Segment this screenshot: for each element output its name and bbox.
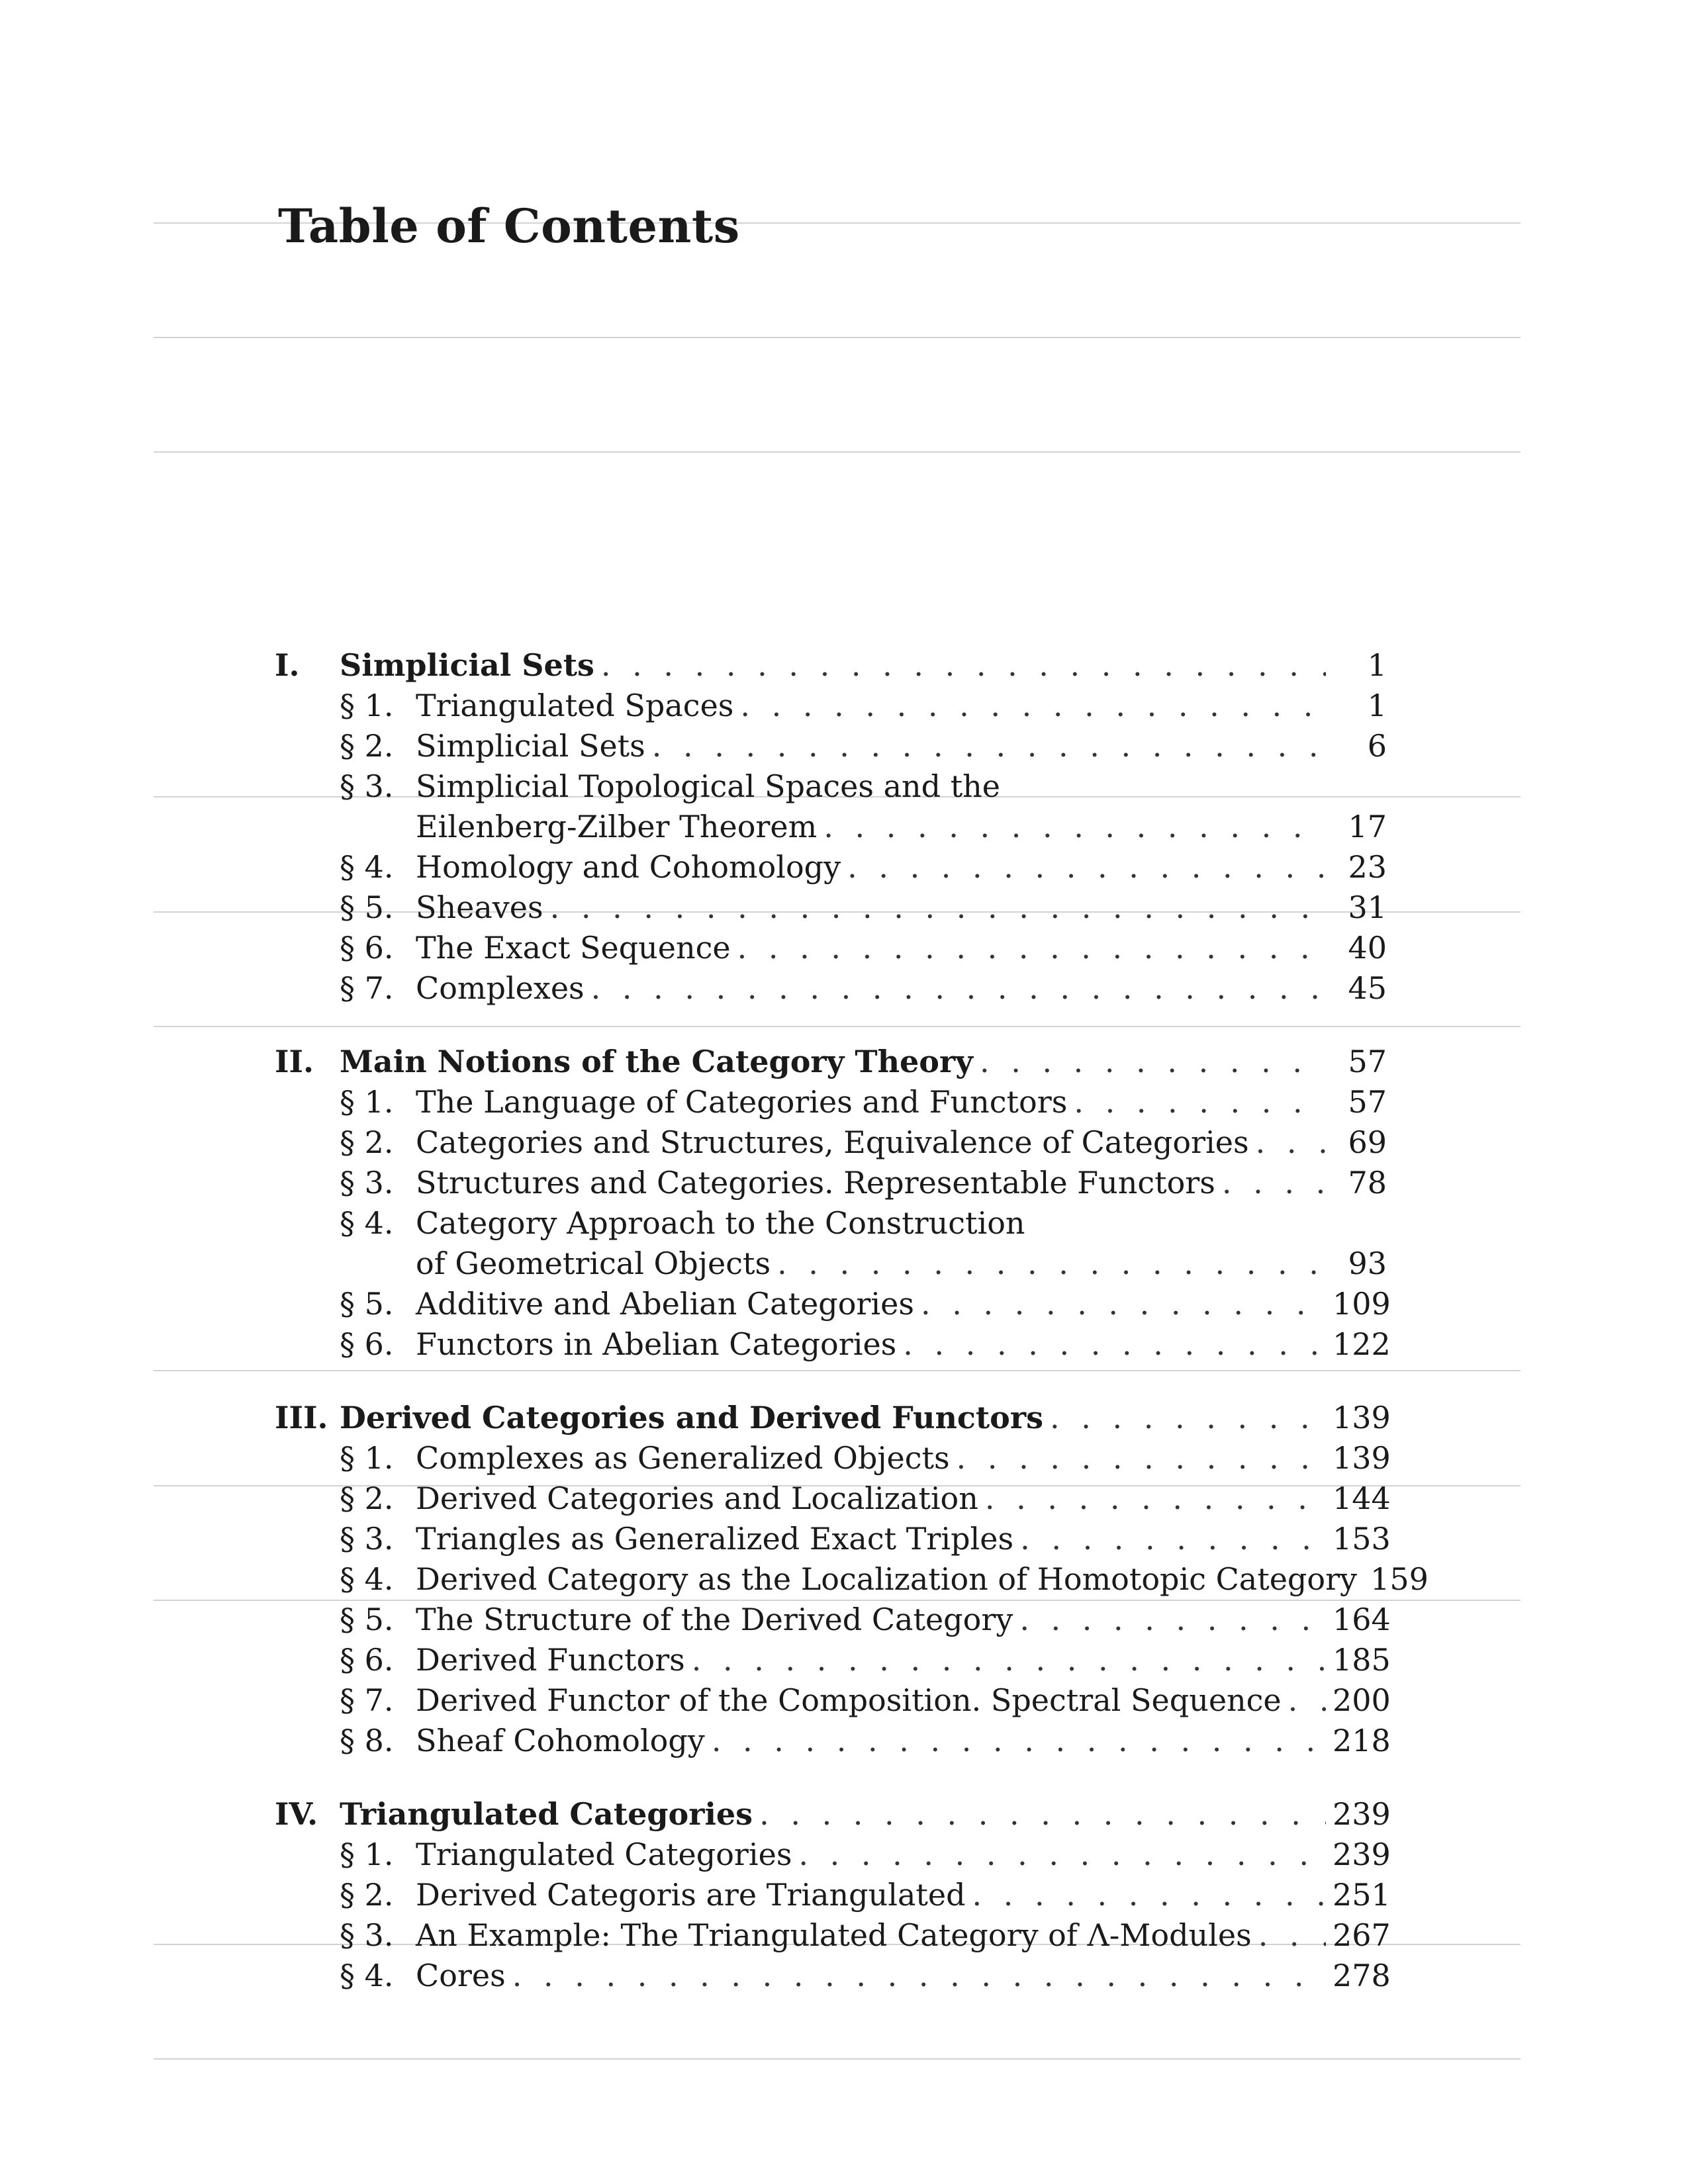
section-title: The Language of Categories and Functors — [416, 1084, 1068, 1120]
section-title: The Structure of the Derived Category — [416, 1602, 1013, 1637]
toc-section-entry[interactable] — [275, 847, 1387, 887]
section-number: § 5. — [340, 1286, 394, 1322]
leader-dots — [737, 928, 1326, 968]
toc-section-entry[interactable] — [275, 887, 1387, 928]
page-number: 1 — [1367, 647, 1387, 683]
section-number: § 6. — [340, 1326, 394, 1362]
page-number: 239 — [1333, 1796, 1391, 1832]
leader-dots — [652, 726, 1326, 766]
section-title: Triangulated Spaces — [416, 688, 734, 723]
section-title: Sheaves — [416, 889, 543, 925]
section-number: § 2. — [340, 728, 394, 764]
page-number: 17 — [1348, 809, 1387, 844]
section-number: § 7. — [340, 1682, 394, 1718]
section-title: Cores — [416, 1958, 506, 1993]
horizontal-rule — [154, 451, 1521, 453]
table-of-contents — [275, 645, 1429, 1996]
section-title: Derived Functors — [416, 1642, 685, 1678]
section-title: Derived Categories and Localization — [416, 1480, 978, 1516]
toc-section-entry[interactable] — [275, 1600, 1391, 1640]
section-number: § 3. — [340, 1165, 394, 1201]
page-number: 200 — [1333, 1682, 1391, 1718]
section-number: § 5. — [340, 1602, 394, 1637]
section-title: Triangulated Categories — [416, 1837, 792, 1872]
section-number: § 4. — [340, 1958, 394, 1993]
page-number: 78 — [1348, 1165, 1387, 1201]
page-number: 69 — [1348, 1124, 1387, 1160]
toc-chapter-entry[interactable] — [275, 1794, 1391, 1835]
toc-section-entry[interactable] — [275, 1559, 1429, 1600]
page-number: 159 — [1370, 1561, 1429, 1597]
section-number: § 2. — [340, 1124, 394, 1160]
leader-dots — [1019, 1600, 1326, 1640]
leader-dots — [903, 1324, 1326, 1365]
toc-section-entry[interactable] — [275, 1324, 1391, 1365]
section-title: Homology and Cohomology — [416, 849, 841, 885]
section-title: Simplicial Topological Spaces and the — [416, 768, 1001, 804]
toc-section-entry[interactable] — [275, 1680, 1391, 1721]
section-title: Structures and Categories. Representable Functors — [416, 1165, 1215, 1201]
leader-dots — [1222, 1163, 1326, 1203]
page-number: 185 — [1333, 1642, 1391, 1678]
chapter-spacer — [275, 1009, 1387, 1042]
section-title: Sheaf Cohomology — [416, 1723, 705, 1758]
page-number: 23 — [1348, 849, 1387, 885]
chapter-title: Main Notions of the Category Theory — [340, 1044, 973, 1079]
page-number: 57 — [1348, 1084, 1387, 1120]
section-title: Additive and Abelian Categories — [416, 1286, 914, 1322]
section-title: Complexes — [416, 970, 585, 1006]
toc-section-entry[interactable] — [275, 1284, 1391, 1324]
toc-section-entry[interactable] — [275, 1640, 1391, 1680]
leader-dots — [740, 686, 1326, 726]
page-number: 164 — [1333, 1602, 1391, 1637]
leader-dots — [777, 1244, 1326, 1284]
toc-section-entry[interactable] — [275, 1835, 1391, 1875]
page-number: 278 — [1333, 1958, 1391, 1993]
chapter-number: II. — [275, 1044, 314, 1079]
leader-dots — [921, 1284, 1326, 1324]
chapter-title: Simplicial Sets — [340, 647, 594, 683]
page-number: 122 — [1333, 1326, 1391, 1362]
page-number: 251 — [1333, 1877, 1391, 1913]
leader-dots — [823, 807, 1326, 847]
chapter-title: Triangulated Categories — [340, 1796, 753, 1832]
page-number: 139 — [1333, 1440, 1391, 1476]
section-number: § 3. — [340, 768, 394, 804]
toc-chapter-entry[interactable] — [275, 645, 1387, 686]
toc-chapter-entry[interactable] — [275, 1398, 1391, 1438]
section-number: § 1. — [340, 688, 394, 723]
chapter-spacer — [275, 1761, 1387, 1794]
leader-dots — [1050, 1398, 1326, 1438]
page-number: 31 — [1348, 889, 1387, 925]
chapter-number: I. — [275, 647, 300, 683]
horizontal-rule — [154, 337, 1521, 338]
section-title: Derived Functor of the Composition. Spectral Sequence — [416, 1682, 1282, 1718]
toc-section-entry[interactable] — [275, 726, 1387, 766]
section-title: Category Approach to the Construction — [416, 1205, 1025, 1241]
page-number: 6 — [1367, 728, 1387, 764]
leader-dots — [550, 887, 1326, 928]
page-number: 1 — [1367, 688, 1387, 723]
section-number: § 2. — [340, 1877, 394, 1913]
section-number: § 4. — [340, 849, 394, 885]
page-number: 267 — [1333, 1917, 1391, 1953]
page-number: 40 — [1348, 930, 1387, 966]
leader-dots — [1020, 1519, 1326, 1559]
toc-section-entry[interactable] — [275, 1122, 1387, 1163]
leader-dots — [798, 1835, 1326, 1875]
chapter-number: III. — [275, 1400, 328, 1435]
section-number: § 3. — [340, 1917, 394, 1953]
toc-section-entry[interactable] — [275, 1479, 1391, 1519]
leader-dots — [1256, 1122, 1326, 1163]
section-title: The Exact Sequence — [416, 930, 731, 966]
page-title: Table of Contents — [278, 199, 740, 253]
leader-dots — [957, 1438, 1326, 1479]
section-title: An Example: The Triangulated Category of Λ-Modules — [416, 1917, 1252, 1953]
toc-chapter-entry[interactable] — [275, 1042, 1387, 1082]
toc-section-entry[interactable] — [275, 1519, 1391, 1559]
page-number: 218 — [1333, 1723, 1391, 1758]
toc-section-entry[interactable] — [275, 766, 1387, 807]
leader-dots — [759, 1794, 1326, 1835]
section-number: § 4. — [340, 1205, 394, 1241]
leader-dots — [1074, 1082, 1326, 1122]
section-number: § 1. — [340, 1084, 394, 1120]
leader-dots — [692, 1640, 1326, 1680]
toc-section-entry[interactable] — [275, 1163, 1387, 1203]
section-number: § 1. — [340, 1837, 394, 1872]
leader-dots — [972, 1875, 1326, 1915]
section-number: § 8. — [340, 1723, 394, 1758]
toc-section-entry[interactable] — [275, 1082, 1387, 1122]
page-number: 153 — [1333, 1521, 1391, 1557]
page-number: 239 — [1333, 1837, 1391, 1872]
page-number: 139 — [1333, 1400, 1391, 1435]
toc-section-entry[interactable] — [275, 1875, 1391, 1915]
leader-dots — [601, 645, 1326, 686]
leader-dots — [1258, 1915, 1326, 1956]
section-number: § 7. — [340, 970, 394, 1006]
toc-section-entry[interactable] — [275, 1438, 1391, 1479]
section-title: Derived Category as the Localization of Homotopic Category — [416, 1561, 1358, 1597]
section-title: Triangles as Generalized Exact Triples — [416, 1521, 1014, 1557]
section-title: Categories and Structures, Equivalence of Categories — [416, 1124, 1249, 1160]
page-number: 57 — [1348, 1044, 1387, 1079]
toc-section-entry[interactable] — [275, 1203, 1387, 1244]
section-title-continued: Eilenberg-Zilber Theorem — [416, 809, 818, 844]
section-number: § 2. — [340, 1480, 394, 1516]
horizontal-rule — [154, 2058, 1521, 2060]
section-title: Simplicial Sets — [416, 728, 645, 764]
toc-section-continuation[interactable] — [275, 807, 1387, 847]
leader-dots — [1288, 1680, 1326, 1721]
section-title: Functors in Abelian Categories — [416, 1326, 897, 1362]
toc-section-entry[interactable] — [275, 968, 1387, 1009]
section-number: § 1. — [340, 1440, 394, 1476]
section-number: § 5. — [340, 889, 394, 925]
toc-section-continuation[interactable] — [275, 1244, 1387, 1284]
section-number: § 6. — [340, 1642, 394, 1678]
leader-dots — [980, 1042, 1326, 1082]
leader-dots — [985, 1479, 1326, 1519]
leader-dots — [847, 847, 1326, 887]
toc-section-entry[interactable] — [275, 686, 1387, 726]
page-number: 144 — [1333, 1480, 1391, 1516]
section-number: § 4. — [340, 1561, 394, 1597]
chapter-spacer — [275, 1365, 1387, 1398]
section-number: § 3. — [340, 1521, 394, 1557]
section-number: § 6. — [340, 930, 394, 966]
section-title-continued: of Geometrical Objects — [416, 1246, 771, 1281]
toc-section-entry[interactable] — [275, 1915, 1391, 1956]
toc-section-entry[interactable] — [275, 928, 1387, 968]
toc-section-entry[interactable] — [275, 1721, 1391, 1761]
leader-dots — [712, 1721, 1326, 1761]
page-number: 93 — [1348, 1246, 1387, 1281]
chapter-number: IV. — [275, 1796, 318, 1832]
section-title: Complexes as Generalized Objects — [416, 1440, 950, 1476]
section-title: Derived Categoris are Triangulated — [416, 1877, 966, 1913]
page-number: 45 — [1348, 970, 1387, 1006]
toc-section-entry[interactable] — [275, 1956, 1391, 1996]
leader-dots — [591, 968, 1326, 1009]
page-number: 109 — [1333, 1286, 1391, 1322]
chapter-title: Derived Categories and Derived Functors — [340, 1400, 1043, 1435]
leader-dots — [512, 1956, 1326, 1996]
